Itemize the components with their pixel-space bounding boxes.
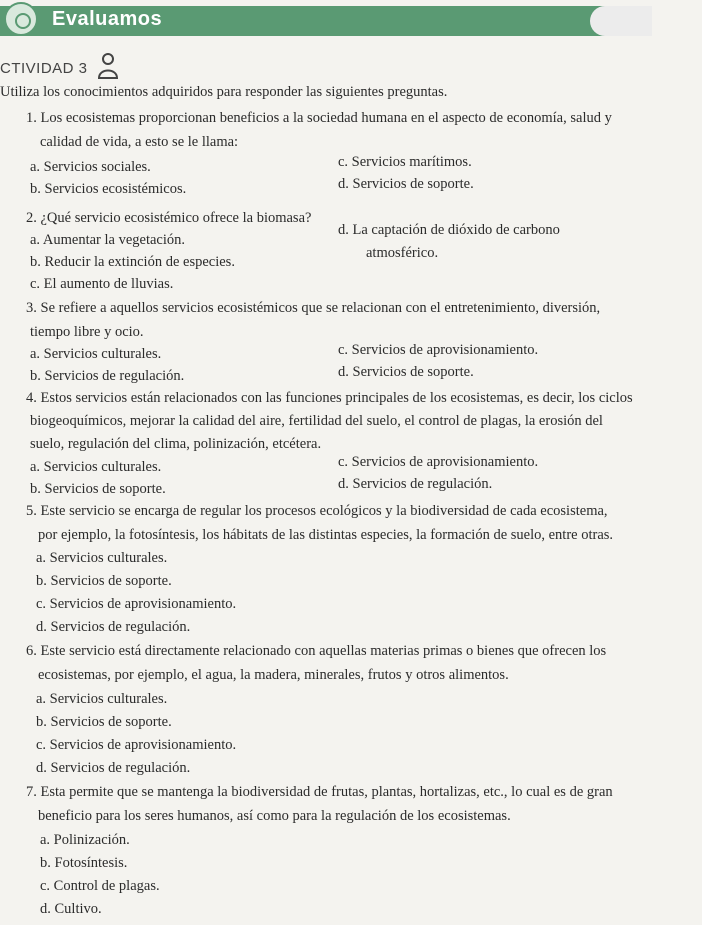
- question-7-option-b: b. Fotosíntesis.: [40, 855, 128, 871]
- question-4-line-1: 4. Estos servicios están relacionados con las funciones principales de los ecosistemas, es decir, los ciclos: [26, 390, 633, 406]
- question-4-option-a: a. Servicios culturales.: [30, 459, 162, 475]
- question-6-line-2: ecosistemas, por ejemplo, el agua, la madera, minerales, frutos y otros alimentos.: [38, 667, 509, 683]
- question-4-option-d: d. Servicios de regulación.: [338, 476, 493, 492]
- question-7-option-c: c. Control de plagas.: [40, 878, 160, 894]
- question-7-line-1: 7. Esta permite que se mantenga la biodiversidad de frutas, plantas, hortalizas, etc., lo cual es de gran: [26, 784, 613, 800]
- question-6-line-1: 6. Este servicio está directamente relacionado con aquellas materias primas o bienes que ofrecen los: [26, 643, 607, 659]
- question-2-option-a: a. Aumentar la vegetación.: [30, 232, 186, 248]
- question-6-option-b: b. Servicios de soporte.: [36, 714, 172, 730]
- question-3-option-b: b. Servicios de regulación.: [30, 368, 185, 384]
- question-2-option-b: b. Reducir la extinción de especies.: [30, 254, 235, 270]
- question-3-line-1: 3. Se refiere a aquellos servicios ecosistémicos que se relacionan con el entretenimiento, diversión,: [26, 300, 601, 316]
- question-5-option-a: a. Servicios culturales.: [36, 550, 168, 566]
- person-icon: [96, 52, 120, 80]
- question-7-option-d: d. Cultivo.: [40, 901, 102, 917]
- question-2-option-c: c. El aumento de lluvias.: [30, 276, 174, 292]
- question-4-option-c: c. Servicios de aprovisionamiento.: [338, 454, 539, 470]
- question-4-line-2: biogeoquímicos, mejorar la calidad del aire, fertilidad del suelo, el control de plagas, la erosión del: [30, 413, 603, 429]
- question-5-line-1: 5. Este servicio se encarga de regular los procesos ecológicos y la biodiversidad de cada ecosistema,: [26, 503, 608, 519]
- question-4-line-3: suelo, regulación del clima, polinización, etcétera.: [30, 436, 322, 452]
- question-6-option-a: a. Servicios culturales.: [36, 691, 168, 707]
- question-2-option-d: d. La captación de dióxido de carbono: [338, 222, 560, 238]
- activity-badge-icon: [4, 2, 38, 36]
- question-3-option-a: a. Servicios culturales.: [30, 346, 162, 362]
- question-3-option-c: c. Servicios de aprovisionamiento.: [338, 342, 539, 358]
- question-2-option-d-cont: atmosférico.: [366, 245, 439, 261]
- question-4-option-b: b. Servicios de soporte.: [30, 481, 166, 497]
- header-bar-cap: [590, 6, 652, 36]
- question-1-line-2: calidad de vida, a esto se le llama:: [40, 134, 239, 150]
- instructions: Utiliza los conocimientos adquiridos para responder las siguientes preguntas.: [0, 84, 448, 100]
- question-5-line-2: por ejemplo, la fotosíntesis, los hábitats de las distintas especies, la formación de suelo, entre otras.: [38, 527, 614, 543]
- question-6-option-c: c. Servicios de aprovisionamiento.: [36, 737, 237, 753]
- question-3-line-2: tiempo libre y ocio.: [30, 324, 144, 340]
- question-7-option-a: a. Polinización.: [40, 832, 130, 848]
- question-5-option-d: d. Servicios de regulación.: [36, 619, 191, 635]
- activity-label: CTIVIDAD 3: [0, 60, 88, 77]
- question-1-option-c: c. Servicios marítimos.: [338, 154, 472, 170]
- question-6-option-d: d. Servicios de regulación.: [36, 760, 191, 776]
- question-5-option-b: b. Servicios de soporte.: [36, 573, 172, 589]
- question-1-option-b: b. Servicios ecosistémicos.: [30, 181, 187, 197]
- question-1-option-d: d. Servicios de soporte.: [338, 176, 474, 192]
- question-2-line-1: 2. ¿Qué servicio ecosistémico ofrece la biomasa?: [26, 210, 312, 226]
- question-1-option-a: a. Servicios sociales.: [30, 159, 151, 175]
- question-1-line-1: 1. Los ecosistemas proporcionan beneficios a la sociedad humana en el aspecto de economía, salud y: [26, 110, 612, 126]
- question-3-option-d: d. Servicios de soporte.: [338, 364, 474, 380]
- question-7-line-2: beneficio para los seres humanos, así como para la regulación de los ecosistemas.: [38, 808, 511, 824]
- page-title: Evaluamos: [52, 8, 163, 30]
- question-5-option-c: c. Servicios de aprovisionamiento.: [36, 596, 237, 612]
